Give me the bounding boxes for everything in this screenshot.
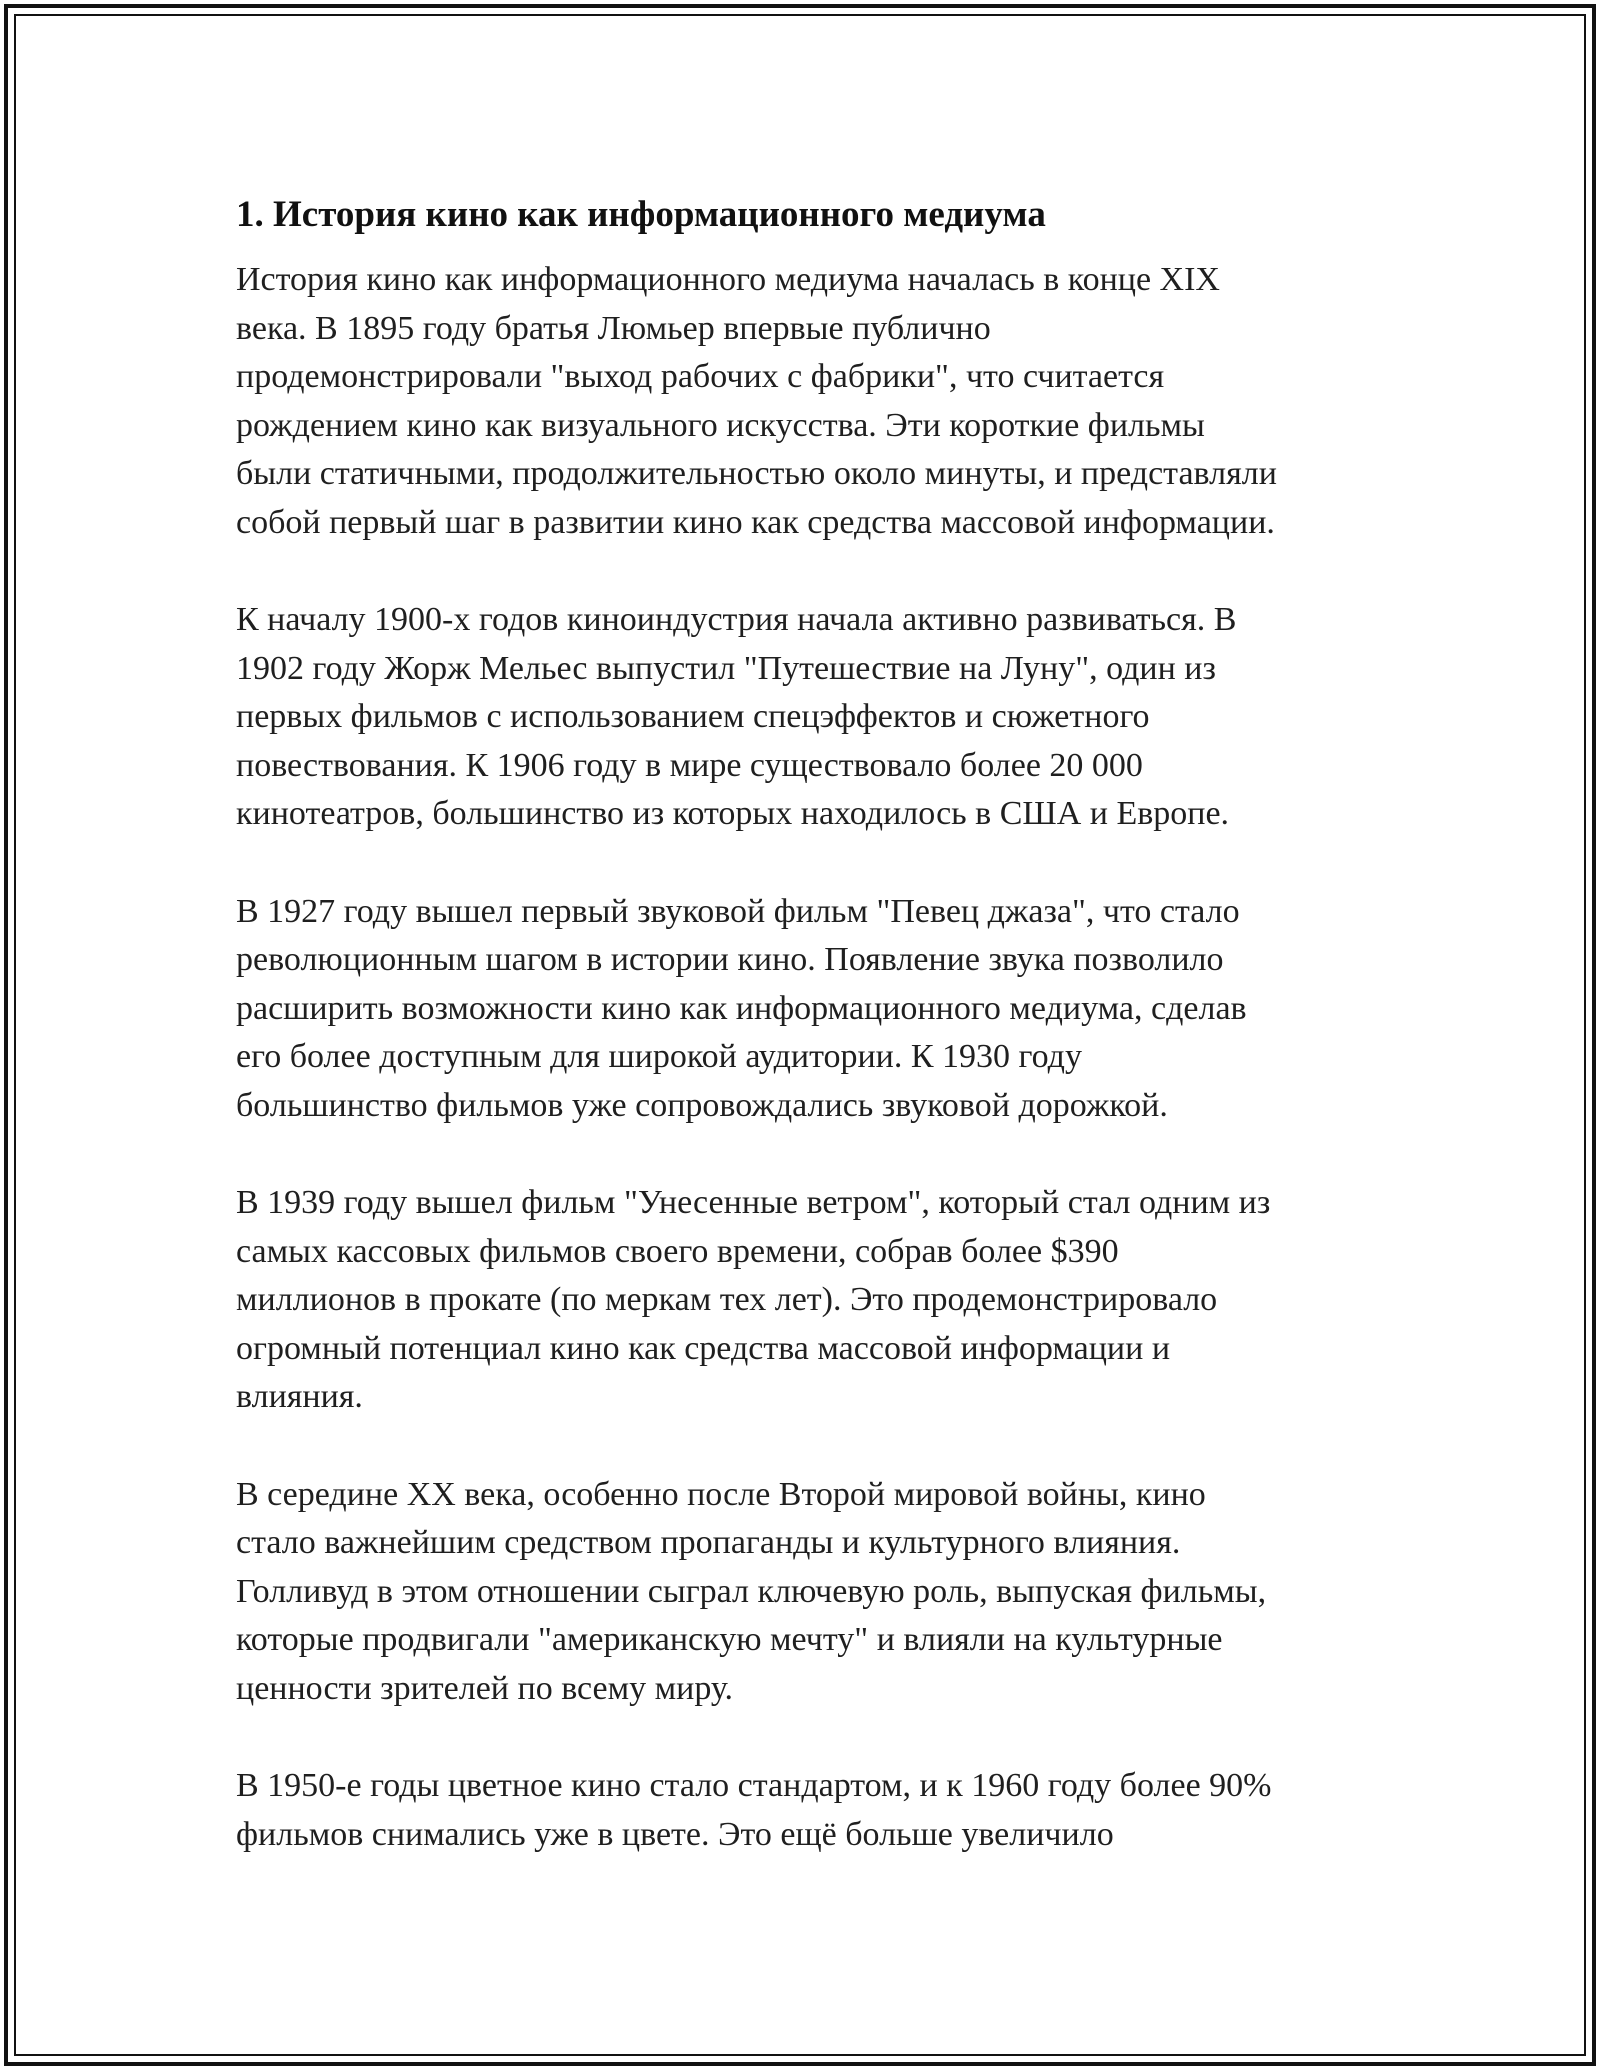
text-line: большинство фильмов уже сопровождались звуковой дорожкой. <box>236 1086 1168 1124</box>
text-line: В 1927 году вышел первый звуковой фильм "Певец джаза", что стало <box>236 892 1240 930</box>
text-line: первых фильмов с использованием спецэффектов и сюжетного <box>236 698 1150 735</box>
section-heading: 1. История кино как информационного медиума <box>236 194 1046 235</box>
text-line: стало важнейшим средством пропаганды и культурного влияния. <box>236 1524 1181 1561</box>
text-line: которые продвигали "американскую мечту" и влияли на культурные <box>236 1621 1223 1658</box>
text-line: его более доступным для широкой аудитории. К 1930 году <box>236 1038 1082 1075</box>
text-line: В середине XX века, особенно после Второй мировой войны, кино <box>236 1475 1206 1513</box>
paragraph-mid-century <box>236 1471 1386 1714</box>
paragraph-melies <box>236 596 1386 839</box>
paragraph-gone-with-the-wind <box>236 1179 1386 1422</box>
text-line: огромный потенциал кино как средства массовой информации и <box>236 1329 1171 1367</box>
text-line: расширить возможности кино как информационного медиума, сделав <box>236 989 1247 1027</box>
text-line: 1902 году Жорж Мельес выпустил "Путешествие на Луну", один из <box>236 649 1216 687</box>
text-line: К началу 1900-х годов киноиндустрия начала активно развиваться. В <box>236 601 1237 638</box>
text-line: революционным шагом в истории кино. Появление звука позволило <box>236 941 1224 978</box>
text-line: влияния. <box>236 1378 363 1415</box>
text-line: кинотеатров, большинство из которых находилось в США и Европе. <box>236 795 1230 832</box>
text-line: ценности зрителей по всему миру. <box>236 1669 734 1707</box>
text-line: рождением кино как визуального искусства. Эти короткие фильмы <box>236 406 1205 444</box>
text-line: повествования. К 1906 году в мире существовало более 20 000 <box>236 746 1143 784</box>
text-line: миллионов в прокате (по меркам тех лет). Это продемонстрировало <box>236 1281 1218 1318</box>
text-line: продемонстрировали "выход рабочих с фабрики", что считается <box>236 358 1165 395</box>
text-line: В 1950-е годы цветное кино стало стандартом, и к 1960 году более 90% <box>236 1767 1272 1804</box>
text-line: были статичными, продолжительностью около минуты, и представляли <box>236 455 1277 492</box>
text-line: История кино как информационного медиума началась в конце XIX <box>236 261 1220 298</box>
text-line: Голливуд в этом отношении сыграл ключевую роль, выпуская фильмы, <box>236 1572 1267 1610</box>
text-line: самых кассовых фильмов своего времени, собрав более $390 <box>236 1232 1119 1270</box>
text-line: собой первый шаг в развитии кино как средства массовой информации. <box>236 503 1275 541</box>
document-body <box>236 186 1386 1859</box>
paragraph-lumiere <box>236 256 1386 547</box>
text-line: века. В 1895 году братья Люмьер впервые публично <box>236 309 991 347</box>
paragraph-sound-film <box>236 888 1386 1131</box>
text-line: фильмов снимались уже в цвете. Это ещё больше увеличило <box>236 1815 1114 1853</box>
text-line: В 1939 году вышел фильм "Унесенные ветром", который стал одним из <box>236 1184 1271 1221</box>
paragraph-color-film <box>236 1762 1386 1859</box>
